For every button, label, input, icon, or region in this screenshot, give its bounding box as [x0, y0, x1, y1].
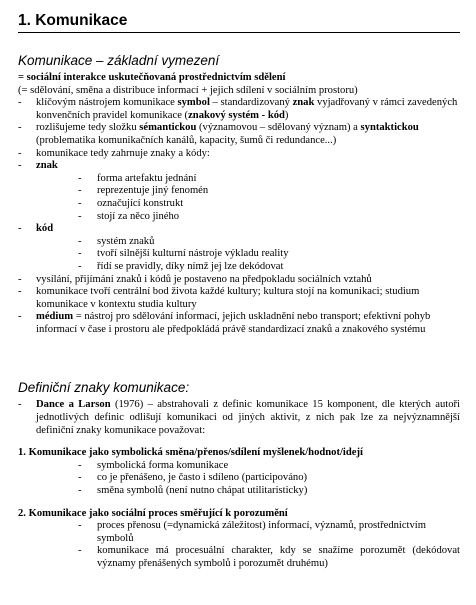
bold-term: kód: [36, 223, 54, 235]
sub-item-text: reprezentuje jiný fenomén: [97, 185, 209, 197]
bold-term: znak: [292, 97, 315, 109]
sub-item: [18, 261, 460, 274]
bullet-semantic: [18, 122, 460, 147]
bullet-text: – standardizovaný: [209, 97, 293, 109]
bullet-text: (1976) – abstrahovali z definic komunikace 15 komponent, dle kterých autoři jednotlivých definic odlišují komunikaci od jiných aktivit, z nich pak lze za nejvýznamnější definiční znaky komunikace považovat:: [36, 399, 460, 436]
subheading-social-process: 2. Komunikace jako sociální proces směřující k porozumění: [18, 507, 288, 519]
bullet-text: = nástroj pro sdělování informací, jejich uskladnění nebo transport; efektivní pohyb informací v čase i prostoru ale předpokládá právě standardizací znaků a znakového systému: [36, 311, 431, 335]
bullet-culture: [18, 286, 460, 311]
sub-item-text: tvoří silnější kulturní nástroje výkladu reality: [97, 248, 289, 260]
dash-marker: -: [78, 235, 82, 247]
bullet-text: komunikace tvoří centrální bod života každé kultury; kultura stojí na komunikaci; studium komunikace v kontextu studia kultury: [36, 286, 420, 310]
sub-item-text: směna symbolů (není nutno chápat utilitaristicky): [97, 485, 308, 497]
dash-marker: -: [78, 472, 82, 484]
sub-item: [18, 198, 460, 211]
dash-marker: -: [78, 260, 82, 272]
sub-item: [18, 211, 460, 224]
dash-marker: -: [78, 545, 82, 557]
definition-note: (= sdělování, směna a distribuce informací + jejich sdílení v sociálním prostoru): [18, 84, 358, 96]
bullet-text: komunikace tedy zahrnuje znaky a kódy:: [36, 147, 210, 159]
bullet-medium: [18, 311, 460, 336]
bullet-text: vysílání, přijímání znaků i kódů je postaveno na předpokladu sociálních vztahů: [36, 273, 372, 285]
sub-item: [18, 460, 460, 473]
bold-term: Dance a Larson: [36, 399, 111, 411]
bullet-text: rozlišujeme tedy složku: [36, 122, 140, 134]
dash-marker: -: [78, 185, 82, 197]
section-heading-basics: Komunikace – základní vymezení: [18, 53, 220, 68]
dash-marker: -: [78, 172, 82, 184]
sub-item: [18, 236, 460, 249]
bold-term: sémantickou: [139, 122, 197, 134]
dash-marker: -: [18, 160, 22, 172]
sub-item: [18, 173, 460, 186]
sub-item-text: označující konstrukt: [97, 197, 184, 209]
sub-item-text: symbolická forma komunikace: [97, 459, 229, 471]
bullet-text: (významovou – sdělovaný význam) a: [196, 122, 361, 134]
bold-term: znakový systém - kód: [188, 109, 285, 121]
bullet-signs-codes: [18, 148, 460, 161]
bold-term: znak: [36, 160, 58, 172]
page-title: 1. Komunikace: [18, 12, 460, 33]
dash-marker: -: [18, 147, 22, 159]
document-page: [18, 12, 460, 571]
sub-item-text: komunikace má procesuální charakter, kdy se snažíme porozumět (dekódovat významy přenášených symbolů i porozumět druhému): [97, 545, 460, 569]
section-heading-definitions: Definiční znaky komunikace:: [18, 380, 190, 396]
sub-item: [18, 248, 460, 261]
dash-marker: -: [78, 210, 82, 222]
bold-term: médium: [36, 311, 74, 323]
sub-item-text: řídí se pravidly, díky nímž jej lze dekódovat: [97, 260, 284, 272]
dash-marker: -: [18, 273, 22, 285]
bold-term: syntaktickou: [360, 122, 419, 134]
bullet-text: vyjadřovaný v rámci zavedených konvenčních pravidel komunikace (: [36, 97, 458, 121]
sub-item: [18, 485, 460, 498]
bullet-social: [18, 274, 460, 287]
sub-item: [18, 472, 460, 485]
bullet-text: (problematika komunikačních kanálů, kapacity, šumů či redundance...): [36, 134, 337, 146]
dash-marker: -: [78, 485, 82, 497]
dash-marker: -: [78, 459, 82, 471]
dash-marker: -: [78, 248, 82, 260]
dash-marker: -: [18, 286, 22, 298]
dash-marker: -: [18, 223, 22, 235]
dash-marker: -: [18, 399, 22, 411]
sub-item: [18, 520, 460, 545]
bullet-text: ): [284, 109, 289, 121]
sub-item-text: forma artefaktu jednání: [97, 172, 197, 184]
bullet-dance-larson: [18, 399, 460, 437]
dash-marker: -: [78, 197, 82, 209]
sub-item-text: systém znaků: [97, 235, 155, 247]
sub-item: [18, 185, 460, 198]
sub-item-text: co je přenášeno, je často i sdíleno (participováno): [97, 472, 308, 484]
dash-marker: -: [18, 97, 22, 109]
bullet-kod: [18, 223, 460, 236]
bullet-znak: [18, 160, 460, 173]
sub-item: [18, 545, 460, 570]
dash-marker: -: [78, 520, 82, 532]
subheading-symbolic-exchange: 1. Komunikace jako symbolická směna/přenos/sdílení myšlenek/hodnot/idejí: [18, 447, 363, 459]
sub-item-text: stojí za něco jiného: [97, 210, 180, 222]
sub-item-text: proces přenosu (=dynamická záležitost) informací, významů, prostřednictvím symbolů: [97, 520, 426, 544]
bold-term: symbol: [177, 97, 210, 109]
bullet-text: klíčovým nástrojem komunikace: [36, 97, 178, 109]
definition-line: = sociální interakce uskutečňovaná prostřednictvím sdělení: [18, 72, 286, 83]
dash-marker: -: [18, 122, 22, 134]
bullet-symbol: [18, 97, 460, 122]
dash-marker: -: [18, 311, 22, 323]
